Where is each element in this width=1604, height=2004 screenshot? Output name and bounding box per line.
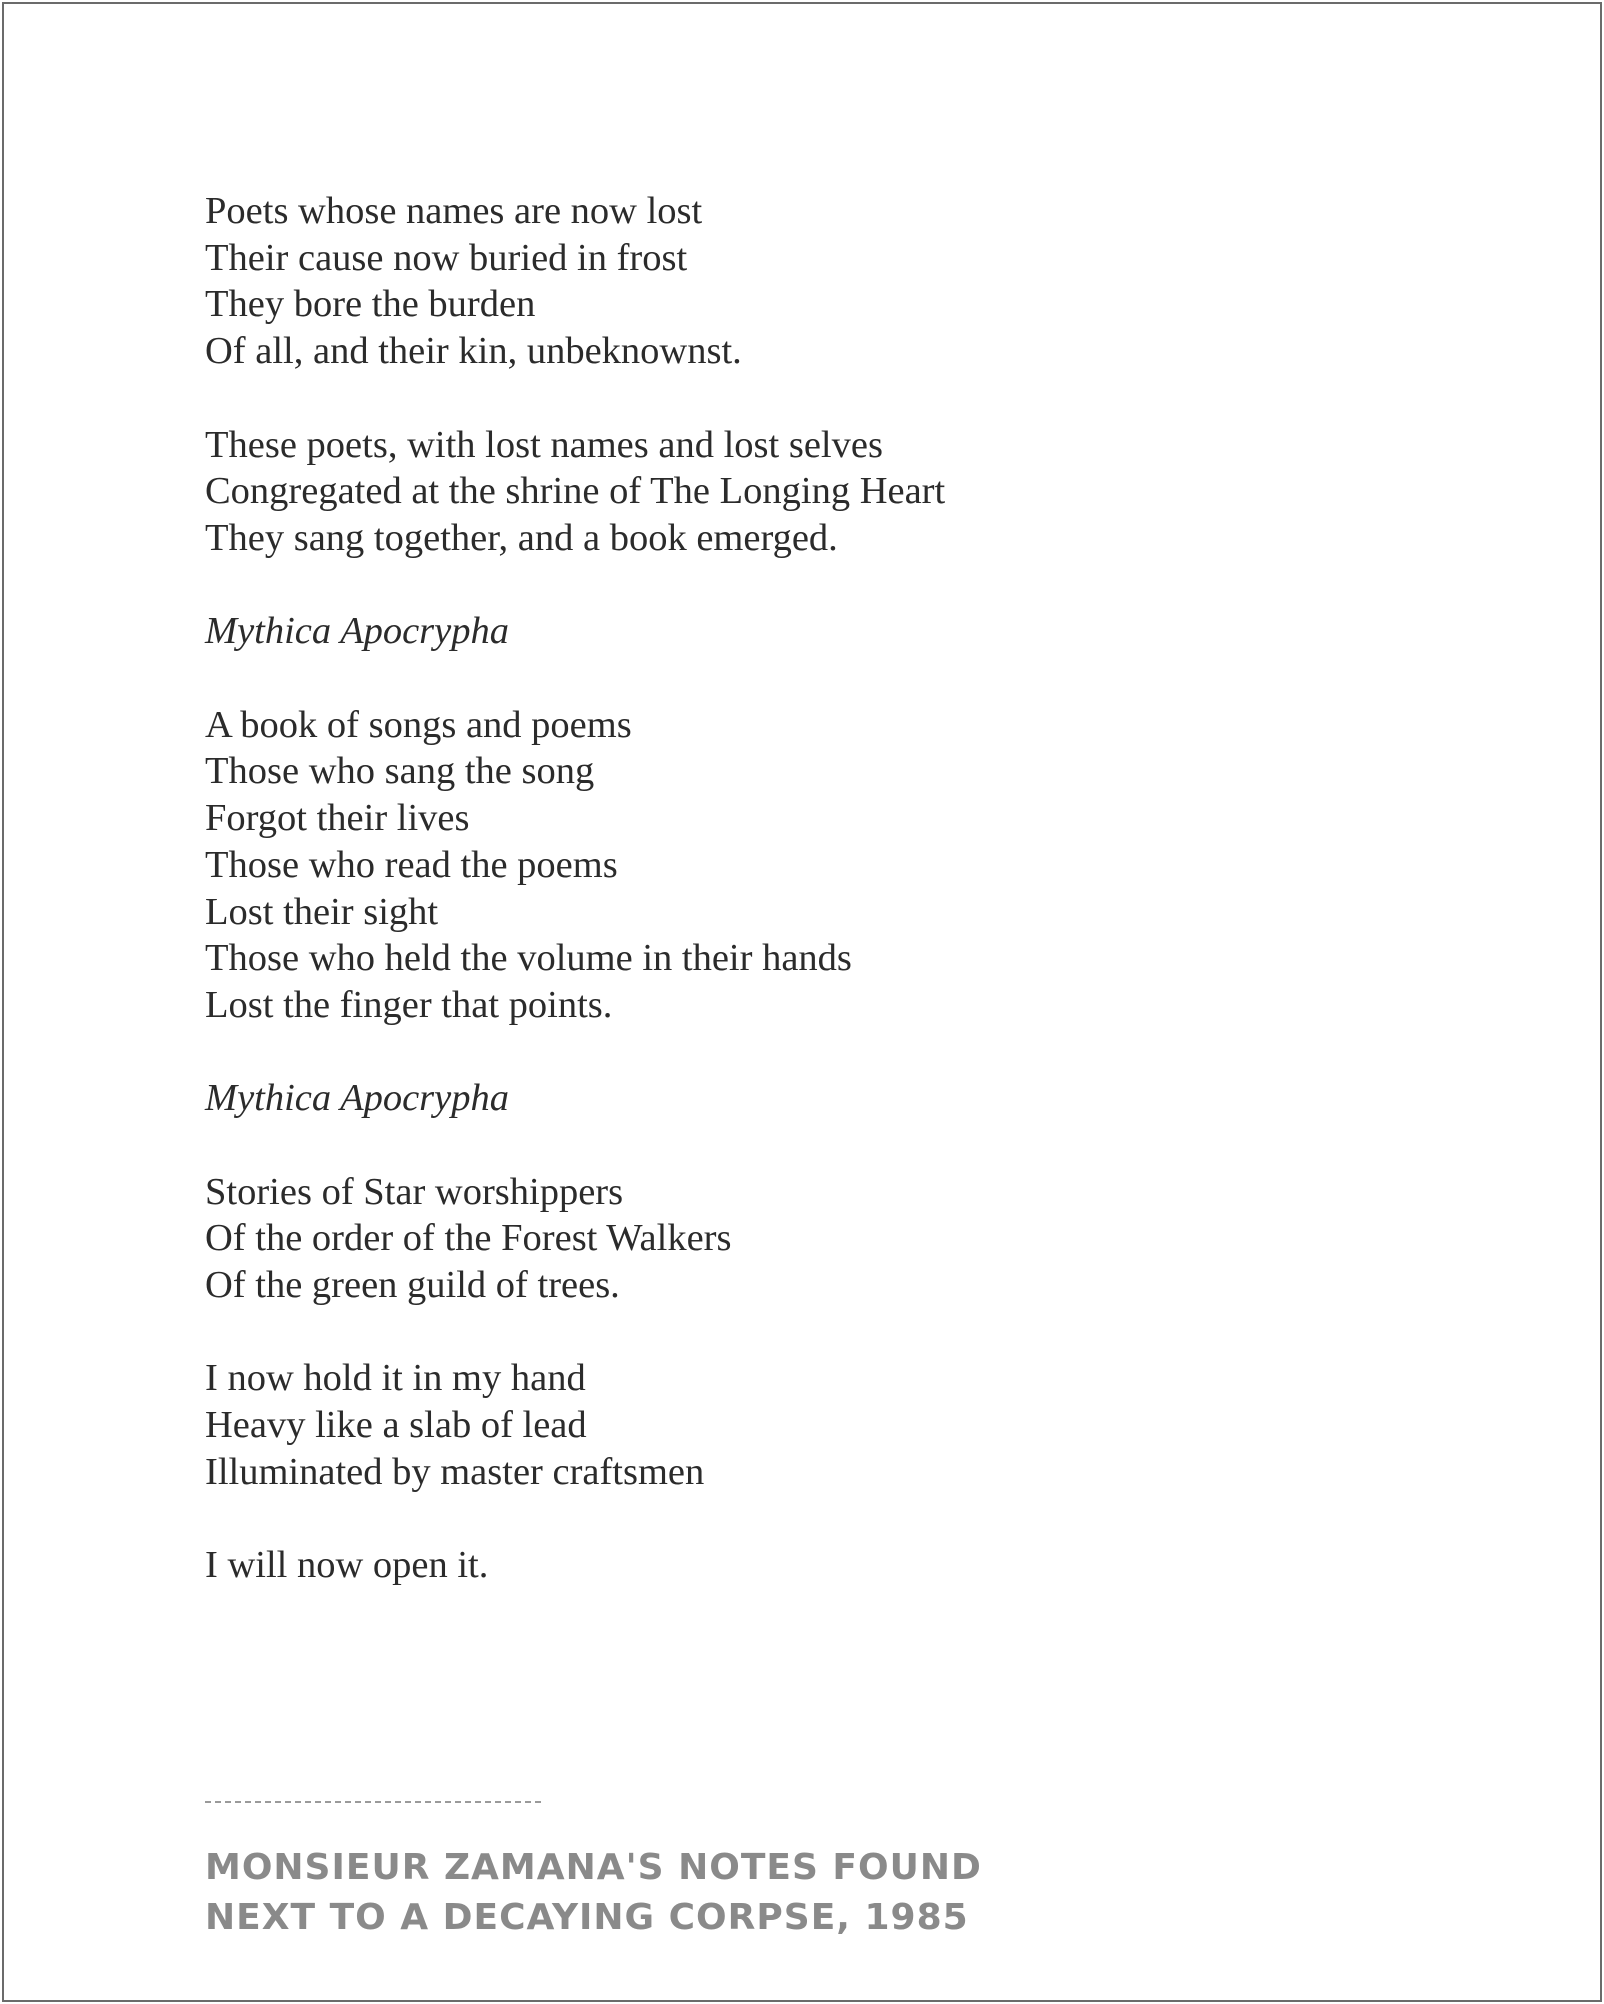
poem-line: Mythica Apocrypha — [205, 610, 509, 653]
poem-line: Stories of Star worshippers — [205, 1170, 624, 1213]
poem-line: Illuminated by master craftsmen — [205, 1450, 705, 1493]
poem-line: Lost the finger that points. — [205, 983, 613, 1026]
poem-line: Lost their sight — [205, 890, 439, 933]
poem-line: Forgot their lives — [205, 797, 470, 840]
poem-line: Those who held the volume in their hands — [205, 937, 852, 980]
poem-line: I now hold it in my hand — [205, 1357, 586, 1400]
poem-line: Congregated at the shrine of The Longing Heart — [205, 470, 946, 513]
poem-line: Mythica Apocrypha — [205, 1077, 509, 1120]
poem-line: They bore the burden — [205, 283, 536, 326]
poem-stanza — [205, 188, 1405, 375]
poem-line: A book of songs and poems — [205, 703, 632, 746]
poem-stanza — [205, 1355, 1405, 1495]
poem-line: Of the order of the Forest Walkers — [205, 1217, 732, 1260]
poem-line: Of all, and their kin, unbeknownst. — [205, 330, 742, 373]
caption-line: MONSIEUR ZAMANA'S NOTES FOUND — [205, 1847, 982, 1888]
poem-stanza — [205, 1169, 1405, 1309]
poem — [205, 188, 1405, 1589]
poem-line: Of the green guild of trees. — [205, 1264, 620, 1307]
poem-italic-title — [205, 1075, 1405, 1122]
poem-line: Those who read the poems — [205, 843, 618, 886]
poem-line: Those who sang the song — [205, 750, 595, 793]
poem-line: Their cause now buried in frost — [205, 236, 688, 279]
poem-italic-title — [205, 608, 1405, 655]
poem-line: Poets whose names are now lost — [205, 190, 703, 232]
poem-line: They sang together, and a book emerged. — [205, 516, 838, 559]
poem-stanza — [205, 702, 1405, 1029]
caption — [205, 1843, 982, 1943]
caption-line: NEXT TO A DECAYING CORPSE, 1985 — [205, 1897, 969, 1938]
poem-stanza — [205, 422, 1405, 562]
dashed-divider — [205, 1801, 541, 1803]
poem-line: Heavy like a slab of lead — [205, 1404, 587, 1447]
poem-line: I will now open it. — [205, 1544, 489, 1587]
poem-stanza — [205, 1542, 1405, 1589]
poem-line: These poets, with lost names and lost selves — [205, 423, 883, 466]
